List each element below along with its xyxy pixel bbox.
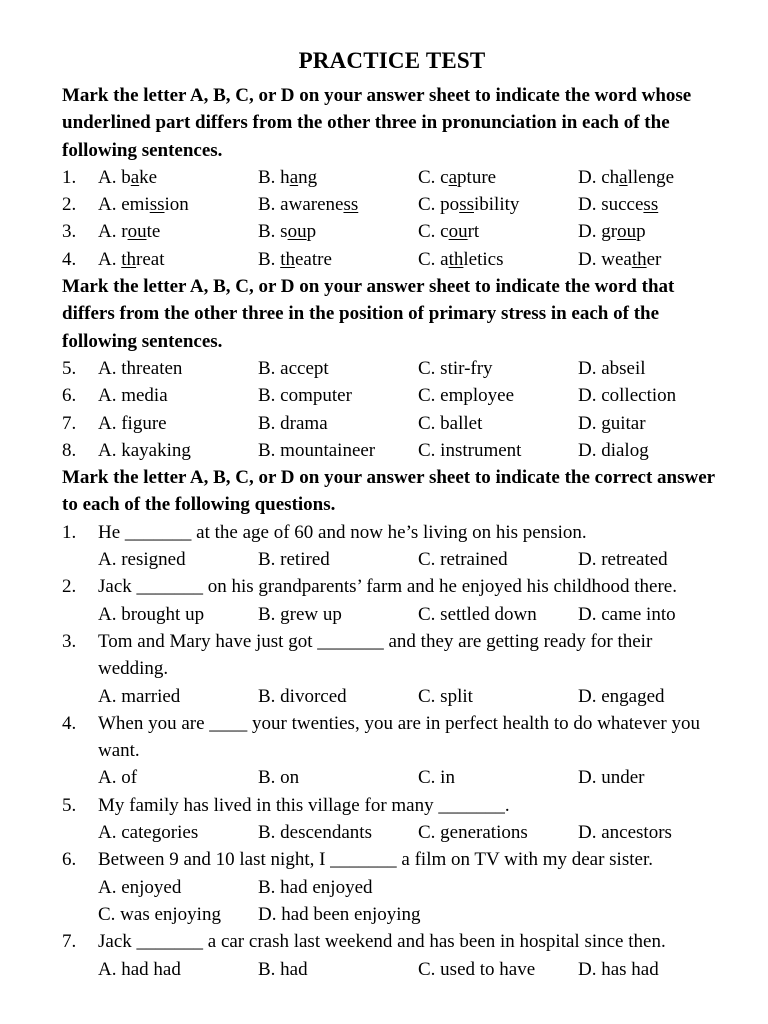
answer-option: A. had had bbox=[98, 958, 181, 980]
page-title: PRACTICE TEST bbox=[298, 48, 486, 73]
option-group bbox=[62, 601, 722, 628]
question-number: 4. bbox=[62, 712, 77, 734]
option-group bbox=[98, 191, 738, 218]
answer-option: B. awareness bbox=[258, 194, 359, 216]
question-number: 3. bbox=[62, 630, 77, 652]
question-row bbox=[62, 792, 722, 819]
answer-option: B. soup bbox=[258, 221, 317, 243]
question-row bbox=[62, 164, 722, 191]
option-group bbox=[98, 355, 738, 382]
question-number: 2. bbox=[62, 194, 77, 216]
answer-option: A. enjoyed bbox=[98, 876, 182, 898]
option-group bbox=[98, 246, 738, 273]
section2-instruction: Mark the letter A, B, C, or D on your answer sheet to indicate the word that differs from the other three in the position of primary stress in each of the following sentences. bbox=[62, 276, 675, 352]
answer-option: A. kayaking bbox=[98, 439, 191, 461]
question-number: 5. bbox=[62, 357, 77, 379]
answer-option: A. bake bbox=[98, 166, 158, 188]
question-stem: Between 9 and 10 last night, I _______ a film on TV with my dear sister. bbox=[98, 849, 653, 871]
answer-option: D. collection bbox=[578, 385, 677, 407]
underlined-part: th bbox=[121, 248, 137, 270]
question-row bbox=[62, 246, 722, 273]
question-row bbox=[62, 710, 722, 765]
answer-option: D. came into bbox=[578, 603, 676, 625]
answer-option: D. group bbox=[578, 221, 646, 243]
answer-option: A. route bbox=[98, 221, 161, 243]
underlined-part: ss bbox=[149, 194, 165, 216]
answer-option: B. computer bbox=[258, 385, 352, 407]
answer-option: A. categories bbox=[98, 822, 199, 844]
underlined-part: a bbox=[289, 166, 299, 188]
option-group bbox=[98, 218, 738, 245]
underlined-part: ou bbox=[287, 221, 307, 243]
option-group bbox=[62, 956, 722, 983]
question-number: 1. bbox=[62, 166, 77, 188]
answer-option: D. has had bbox=[578, 958, 659, 980]
question-number: 1. bbox=[62, 521, 77, 543]
question-row bbox=[62, 382, 722, 409]
answer-option: B. accept bbox=[258, 357, 329, 379]
question-number: 7. bbox=[62, 412, 77, 434]
answer-option: C. stir-fry bbox=[418, 357, 493, 379]
underlined-part: ou bbox=[127, 221, 147, 243]
answer-option: C. ballet bbox=[418, 412, 483, 434]
question-row bbox=[62, 846, 722, 873]
question-stem: He _______ at the age of 60 and now he’s living on his pension. bbox=[98, 521, 587, 543]
question-number: 8. bbox=[62, 439, 77, 461]
option-group bbox=[62, 683, 722, 710]
question-number: 2. bbox=[62, 576, 77, 598]
question-number: 4. bbox=[62, 248, 77, 270]
answer-option: D. challenge bbox=[578, 166, 675, 188]
question-row bbox=[62, 410, 722, 437]
underlined-part: a bbox=[448, 166, 458, 188]
answer-option: A. threat bbox=[98, 248, 165, 270]
answer-option: D. had been enjoying bbox=[258, 903, 421, 925]
question-number: 6. bbox=[62, 849, 77, 871]
answer-option: A. figure bbox=[98, 412, 167, 434]
option-group bbox=[62, 819, 722, 846]
answer-option: B. theatre bbox=[258, 248, 332, 270]
option-group bbox=[62, 874, 722, 901]
underlined-part: th bbox=[631, 248, 647, 270]
answer-option: C. athletics bbox=[418, 248, 504, 270]
answer-option: B. mountaineer bbox=[258, 439, 376, 461]
answer-option: B. drama bbox=[258, 412, 328, 434]
option-group bbox=[98, 382, 738, 409]
answer-option: C. retrained bbox=[418, 549, 508, 571]
answer-option: D. abseil bbox=[578, 357, 646, 379]
question-stem: Jack _______ on his grandparents’ farm and he enjoyed his childhood there. bbox=[98, 576, 677, 598]
underlined-part: ou bbox=[617, 221, 637, 243]
answer-option: D. success bbox=[578, 194, 659, 216]
answer-option: B. had enjoyed bbox=[258, 876, 373, 898]
answer-option: A. brought up bbox=[98, 603, 205, 625]
question-row bbox=[62, 218, 722, 245]
question-row bbox=[62, 628, 722, 683]
underlined-part: ou bbox=[448, 221, 468, 243]
section3-instruction: Mark the letter A, B, C, or D on your answer sheet to indicate the correct answer to each of the following questions. bbox=[62, 467, 715, 516]
answer-option: B. hang bbox=[258, 166, 318, 188]
underlined-part: ss bbox=[459, 194, 474, 216]
option-group bbox=[62, 901, 722, 928]
option-group bbox=[98, 437, 738, 464]
answer-option: A. resigned bbox=[98, 549, 186, 571]
section1-items bbox=[62, 164, 722, 273]
answer-option: A. of bbox=[98, 767, 138, 789]
worksheet-page bbox=[62, 44, 722, 983]
answer-option: B. descendants bbox=[258, 822, 372, 844]
answer-option: B. divorced bbox=[258, 685, 347, 707]
option-group bbox=[62, 764, 722, 791]
answer-option: B. grew up bbox=[258, 603, 342, 625]
question-row bbox=[62, 519, 722, 546]
option-group bbox=[98, 164, 738, 191]
underlined-part: a bbox=[130, 166, 140, 188]
answer-option: C. instrument bbox=[418, 439, 522, 461]
answer-option: B. on bbox=[258, 767, 300, 789]
answer-option: C. was enjoying bbox=[98, 903, 221, 925]
answer-option: C. in bbox=[418, 767, 455, 789]
question-number: 6. bbox=[62, 385, 77, 407]
section2-items bbox=[62, 355, 722, 464]
option-group bbox=[62, 546, 722, 573]
question-number: 5. bbox=[62, 794, 77, 816]
question-stem: Jack _______ a car crash last weekend and has been in hospital since then. bbox=[98, 931, 666, 953]
answer-option: C. settled down bbox=[418, 603, 537, 625]
answer-option: B. had bbox=[258, 958, 308, 980]
underlined-part: ss bbox=[643, 194, 659, 216]
answer-option: C. employee bbox=[418, 385, 515, 407]
underlined-part: a bbox=[619, 166, 628, 188]
answer-option: A. media bbox=[98, 385, 168, 407]
question-row bbox=[62, 928, 722, 955]
question-stem: When you are ____ your twenties, you are in perfect health to do whatever you want. bbox=[98, 712, 700, 762]
answer-option: B. retired bbox=[258, 549, 330, 571]
section3-items bbox=[62, 519, 722, 983]
answer-option: D. guitar bbox=[578, 412, 646, 434]
underlined-part: ss bbox=[343, 194, 359, 216]
answer-option: D. weather bbox=[578, 248, 662, 270]
answer-option: D. retreated bbox=[578, 549, 668, 571]
underlined-part: th bbox=[448, 248, 464, 270]
question-number: 7. bbox=[62, 931, 77, 953]
answer-option: C. split bbox=[418, 685, 473, 707]
answer-option: D. under bbox=[578, 767, 645, 789]
question-number: 3. bbox=[62, 221, 77, 243]
question-row bbox=[62, 355, 722, 382]
answer-option: C. capture bbox=[418, 166, 497, 188]
question-stem: Tom and Mary have just got _______ and they are getting ready for their wedding. bbox=[98, 630, 653, 680]
question-row bbox=[62, 437, 722, 464]
section1-instruction: Mark the letter A, B, C, or D on your answer sheet to indicate the word whose underlined part differs from the other three in pronunciation in each of the following sentences. bbox=[62, 85, 692, 161]
question-row bbox=[62, 191, 722, 218]
answer-option: A. threaten bbox=[98, 357, 183, 379]
answer-option: C. generations bbox=[418, 822, 528, 844]
answer-option: C. used to have bbox=[418, 958, 536, 980]
option-group bbox=[98, 410, 738, 437]
answer-option: C. possibility bbox=[418, 194, 520, 216]
answer-option: C. court bbox=[418, 221, 480, 243]
answer-option: D. ancestors bbox=[578, 822, 672, 844]
answer-option: A. emission bbox=[98, 194, 189, 216]
question-stem: My family has lived in this village for many _______. bbox=[98, 794, 510, 816]
answer-option: A. married bbox=[98, 685, 181, 707]
answer-option: D. dialog bbox=[578, 439, 649, 461]
question-row bbox=[62, 573, 722, 600]
answer-option: D. engaged bbox=[578, 685, 665, 707]
underlined-part: th bbox=[280, 248, 295, 270]
